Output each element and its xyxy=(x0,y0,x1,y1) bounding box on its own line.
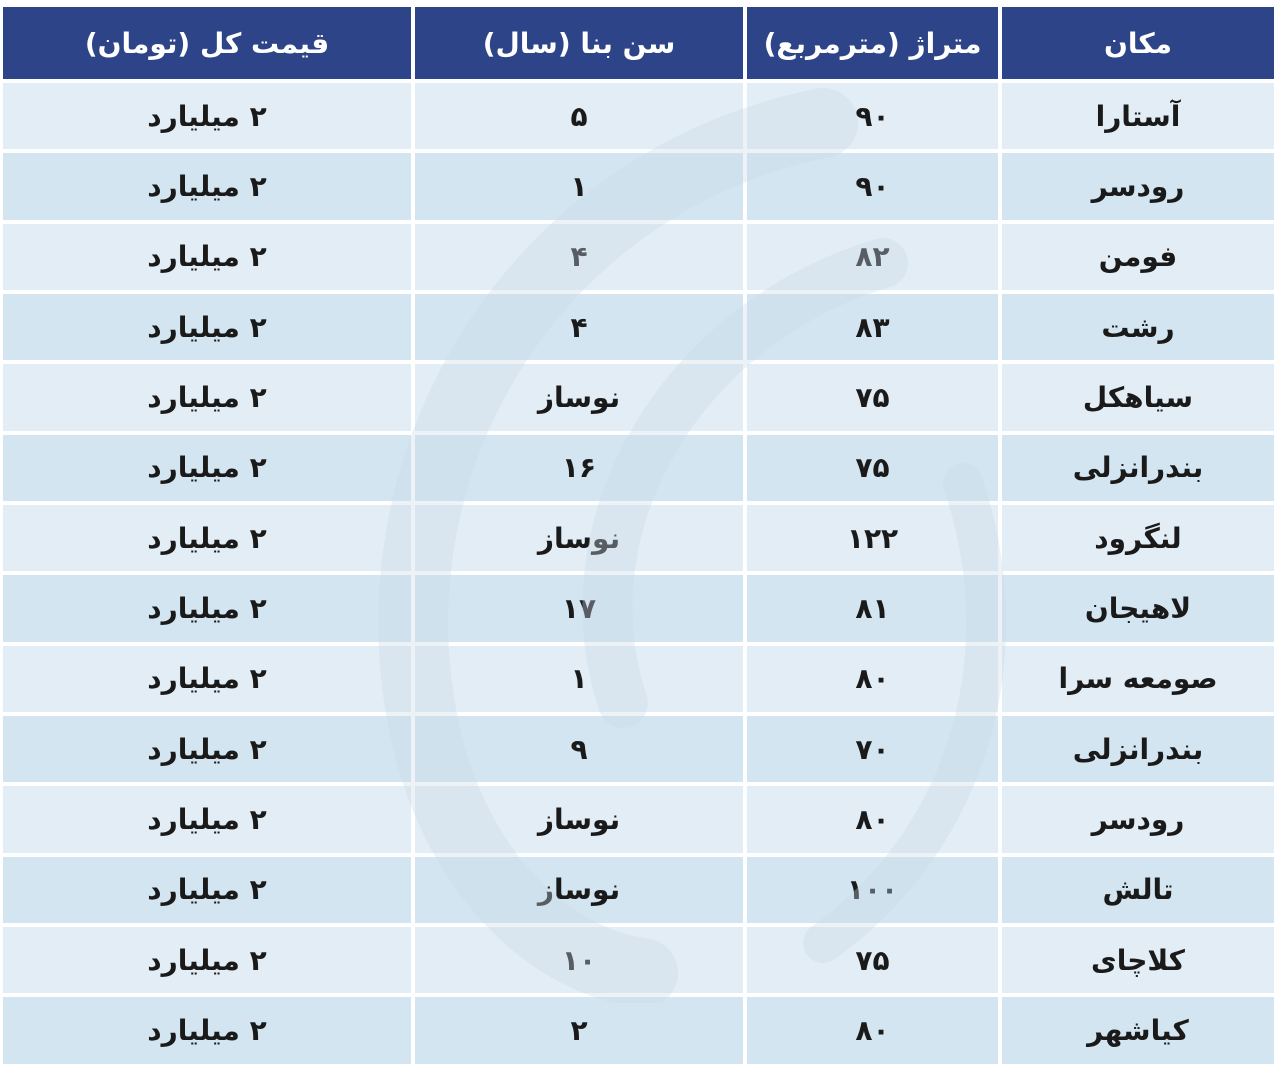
cell-building-age: ۱ xyxy=(415,153,743,219)
cell-building-age: ۴ xyxy=(415,294,743,360)
cell-location: لاهیجان xyxy=(1002,575,1274,641)
cell-total-price: ۲ میلیارد xyxy=(3,364,411,430)
cell-area: ۷۵ xyxy=(747,435,998,501)
cell-location: بندرانزلی xyxy=(1002,716,1274,782)
cell-location: کلاچای xyxy=(1002,927,1274,993)
cell-area: ۱۰۰ xyxy=(747,857,998,923)
cell-area: ۹۰ xyxy=(747,83,998,149)
cell-location: صومعه سرا xyxy=(1002,646,1274,712)
table-row xyxy=(3,716,1274,782)
cell-location: رودسر xyxy=(1002,786,1274,852)
cell-building-age: ۹ xyxy=(415,716,743,782)
cell-area: ۸۰ xyxy=(747,646,998,712)
cell-building-age: نوساز xyxy=(415,786,743,852)
cell-area: ۸۲ xyxy=(747,224,998,290)
table-row xyxy=(3,83,1274,149)
cell-total-price: ۲ میلیارد xyxy=(3,575,411,641)
cell-total-price: ۲ میلیارد xyxy=(3,224,411,290)
table-header-row xyxy=(3,7,1274,79)
table-row xyxy=(3,364,1274,430)
table-row xyxy=(3,294,1274,360)
table-row xyxy=(3,646,1274,712)
cell-total-price: ۲ میلیارد xyxy=(3,646,411,712)
cell-total-price: ۲ میلیارد xyxy=(3,857,411,923)
cell-total-price: ۲ میلیارد xyxy=(3,997,411,1064)
cell-building-age: ۵ xyxy=(415,83,743,149)
header-location: مکان xyxy=(1002,7,1274,79)
cell-total-price: ۲ میلیارد xyxy=(3,927,411,993)
cell-area: ۷۵ xyxy=(747,364,998,430)
cell-location: سیاهکل xyxy=(1002,364,1274,430)
header-total-price: قیمت کل (تومان) xyxy=(3,7,411,79)
table-row xyxy=(3,575,1274,641)
table-row xyxy=(3,153,1274,219)
cell-total-price: ۲ میلیارد xyxy=(3,435,411,501)
cell-area: ۸۰ xyxy=(747,997,998,1064)
cell-location: رودسر xyxy=(1002,153,1274,219)
cell-building-age: ۱۶ xyxy=(415,435,743,501)
table-row xyxy=(3,927,1274,993)
cell-building-age: نوساز xyxy=(415,505,743,571)
cell-building-age: ۱ xyxy=(415,646,743,712)
table-row xyxy=(3,857,1274,923)
header-area: متراژ (مترمربع) xyxy=(747,7,998,79)
cell-building-age: ۴ xyxy=(415,224,743,290)
cell-total-price: ۲ میلیارد xyxy=(3,294,411,360)
cell-building-age: ۲ xyxy=(415,997,743,1064)
cell-total-price: ۲ میلیارد xyxy=(3,83,411,149)
cell-location: کیاشهر xyxy=(1002,997,1274,1064)
cell-building-age: ۱۰ xyxy=(415,927,743,993)
cell-location: بندرانزلی xyxy=(1002,435,1274,501)
cell-location: آستارا xyxy=(1002,83,1274,149)
table-row xyxy=(3,224,1274,290)
price-table-container xyxy=(3,3,1278,1068)
cell-location: رشت xyxy=(1002,294,1274,360)
cell-area: ۷۰ xyxy=(747,716,998,782)
cell-total-price: ۲ میلیارد xyxy=(3,505,411,571)
cell-location: تالش xyxy=(1002,857,1274,923)
cell-location: فومن xyxy=(1002,224,1274,290)
table-row xyxy=(3,997,1274,1064)
cell-building-age: نوساز xyxy=(415,857,743,923)
cell-area: ۸۱ xyxy=(747,575,998,641)
cell-area: ۹۰ xyxy=(747,153,998,219)
table-row xyxy=(3,435,1274,501)
cell-total-price: ۲ میلیارد xyxy=(3,153,411,219)
cell-building-age: نوساز xyxy=(415,364,743,430)
table-body xyxy=(3,83,1274,1064)
cell-area: ۷۵ xyxy=(747,927,998,993)
cell-building-age: ۱۷ xyxy=(415,575,743,641)
cell-total-price: ۲ میلیارد xyxy=(3,786,411,852)
table-row xyxy=(3,505,1274,571)
housing-price-table xyxy=(0,3,1278,1068)
cell-location: لنگرود xyxy=(1002,505,1274,571)
header-building-age: سن بنا (سال) xyxy=(415,7,743,79)
cell-total-price: ۲ میلیارد xyxy=(3,716,411,782)
cell-area: ۸۳ xyxy=(747,294,998,360)
cell-area: ۱۲۲ xyxy=(747,505,998,571)
cell-area: ۸۰ xyxy=(747,786,998,852)
table-row xyxy=(3,786,1274,852)
